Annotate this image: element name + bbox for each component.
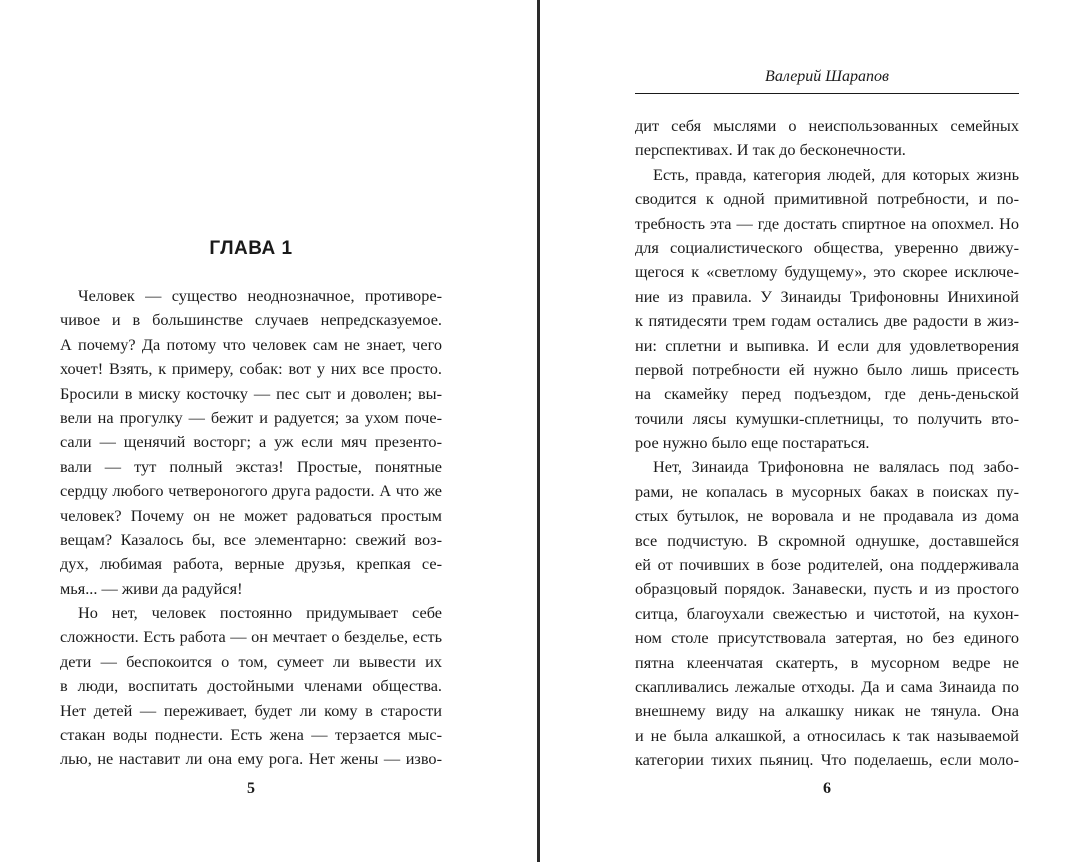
text-line: сердцу любого четвероногого друга радости. А что же [60, 481, 442, 501]
text-line: Бросили в миску косточку — пес сыт и доволен; вы- [60, 383, 442, 403]
right-page-number: 6 [823, 780, 831, 797]
text-line: Нет, Зинаида Трифоновна не валялась под забо- [653, 457, 1019, 477]
text-line: внешнему виду на алкашку никак не тянула. Она [635, 701, 1019, 721]
text-line: Человек — существо неоднозначное, противоре- [78, 286, 442, 305]
chapter-title: ГЛАВА 1 [209, 238, 293, 259]
text-line: хочет! Взять, к примеру, собак: вот у них все просто. [60, 359, 442, 379]
text-line: все подчистую. В скромной однушке, доставшейся [635, 530, 1019, 550]
text-line: рое нужно было еще постараться. [635, 433, 870, 453]
text-line: сложности. Есть работа — он мечтает о безделье, есть [60, 627, 442, 647]
text-line: сали — щенячий восторг; а уж если мяч презенто- [60, 432, 442, 452]
text-line: стакан воды поднести. Есть жена — терзается мыс- [60, 725, 442, 745]
text-line: Есть, правда, категория людей, для которых жизнь [653, 164, 1019, 184]
text-line: в люди, воспитать достойными членами общества. [60, 676, 442, 696]
text-line: скапливались лежалые отходы. Да и сама Зинаида по [635, 676, 1019, 696]
text-line: на скамейку перед подъездом, где день-деньской [635, 384, 1019, 404]
text-line: дух, любимая работа, верные друзья, крепкая се- [60, 554, 442, 574]
header-rule [635, 93, 1019, 94]
text-line: и не была алкашкой, а относилась к так называемой [635, 725, 1019, 745]
text-line: категории тихих пьяниц. Что поделаешь, если моло- [635, 750, 1019, 770]
text-line: пятна клеенчатая скатерть, в мусорном ведре не [635, 652, 1019, 672]
text-line: дети — беспокоится о том, сумеет ли вывести их [60, 651, 442, 671]
right-body-text [635, 114, 1019, 773]
text-line: вещам? Казалось бы, все элементарно: свежий воз- [60, 529, 442, 549]
text-line: щегося к «светлому будущему», это скорее исключе- [635, 262, 1019, 282]
left-page-number: 5 [247, 780, 255, 797]
left-body-text [60, 284, 442, 772]
text-line: к пятидесяти трем годам остались две радости в жиз- [635, 311, 1019, 331]
text-line: рами, не копалась в мусорных баках в поисках пу- [635, 481, 1019, 501]
text-line: вали — тут полный экстаз! Простые, понятные [60, 456, 442, 476]
text-line: А почему? Да потому что человек сам не знает, чего [60, 334, 442, 354]
right-page [543, 0, 1078, 862]
text-line: стых бутылок, не воровала и не продавала из дома [635, 506, 1019, 526]
text-line: ситца, благоухали свежестью и чистотой, на кухон- [635, 603, 1019, 623]
text-line: мья... — живи да радуйся! [60, 578, 243, 598]
text-line: ей от почивших в бозе родителей, она поддерживала [635, 555, 1019, 575]
text-line: ном столе присутствовала затертая, но без единого [635, 628, 1019, 648]
text-line: ние из правила. У Зинаиды Трифоновны Инихиной [635, 286, 1019, 306]
text-line: чивое и в большинстве случаев непредсказуемое. [60, 310, 442, 330]
book-spine-divider [537, 0, 540, 862]
running-head-author: Валерий Шарапов [765, 68, 889, 85]
text-line: дит себя мыслями о неиспользованных семейных [635, 116, 1019, 135]
text-line: вели на прогулку — бежит и радуется; за ухом поче- [60, 407, 442, 427]
text-line: Нет детей — переживает, будет ли кому в старости [60, 700, 442, 720]
text-line: человек? Почему он не может радоваться простым [60, 505, 442, 525]
text-line: точили лясы кумушки-сплетницы, то получить вто- [635, 408, 1019, 428]
text-line: образцовый порядок. Занавески, пусть и из простого [635, 579, 1019, 599]
text-line: требность эта — где достать спиртное на опохмел. Но [635, 213, 1019, 233]
text-line: ни: сплетни и выпивка. И если для удовлетворения [635, 335, 1019, 355]
text-line: для социалистического общества, уверенно движу- [635, 237, 1019, 257]
text-line: лью, не наставит ли она ему рога. Нет жены — изво- [60, 749, 442, 769]
text-line: перспективах. И так до бесконечности. [635, 140, 906, 160]
text-line: Но нет, человек постоянно придумывает себе [78, 603, 442, 623]
text-line: первой потребности ей нужно было лишь присесть [635, 359, 1019, 379]
left-page [0, 0, 537, 862]
text-line: сводится к одной примитивной потребности, и по- [635, 189, 1019, 209]
